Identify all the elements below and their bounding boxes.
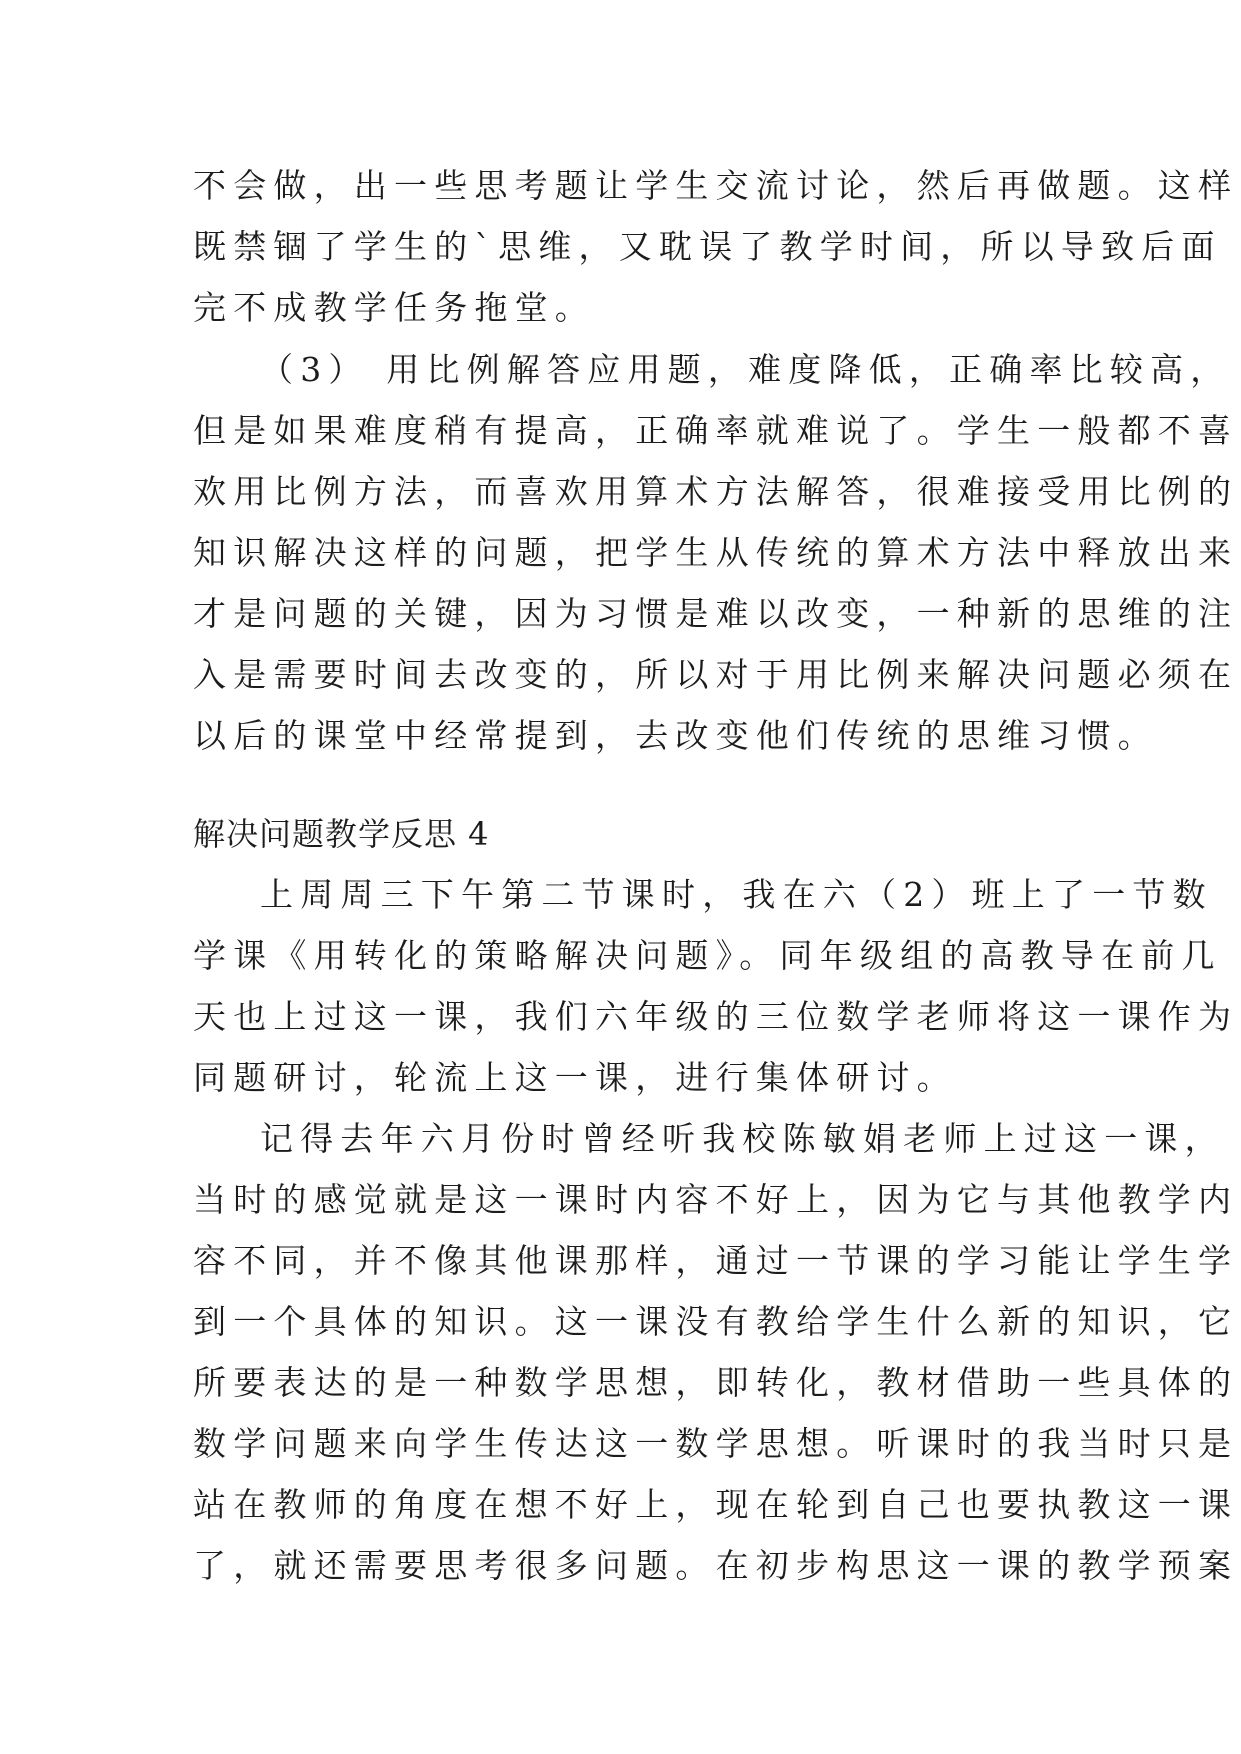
text-line-21: 站在教师的角度在想不好上，现在轮到自己也要执教这一课: [193, 1485, 1239, 1524]
text-line-20: 数学问题来向学生传达这一数学思想。听课时的我当时只是: [193, 1424, 1239, 1463]
text-line-2: 既禁锢了学生的`思维，又耽误了教学时间，所以导致后面: [193, 227, 1222, 266]
text-line-11: 上周周三下午第二节课时，我在六（2）班上了一节数: [260, 875, 1213, 914]
text-line-16: 当时的感觉就是这一课时内容不好上，因为它与其他教学内: [193, 1180, 1239, 1219]
text-line-4: （3） 用比例解答应用题，难度降低，正确率比较高，: [260, 350, 1231, 389]
text-line-18: 到一个具体的知识。这一课没有教给学生什么新的知识，它: [193, 1302, 1239, 1341]
text-line-10: 以后的课堂中经常提到，去改变他们传统的思维习惯。: [193, 716, 1158, 755]
text-line-6: 欢用比例方法，而喜欢用算术方法解答，很难接受用比例的: [193, 472, 1239, 511]
text-line-5: 但是如果难度稍有提高，正确率就难说了。学生一般都不喜: [193, 411, 1239, 450]
text-line-7: 知识解决这样的问题，把学生从传统的算术方法中释放出来: [193, 533, 1239, 572]
text-line-1: 不会做，出一些思考题让学生交流讨论，然后再做题。这样: [193, 166, 1239, 205]
text-line-3: 完不成教学任务拖堂。: [193, 288, 595, 327]
text-line-8: 才是问题的关键，因为习惯是难以改变，一种新的思维的注: [193, 594, 1239, 633]
section-heading: 解决问题教学反思 4: [193, 815, 490, 853]
text-line-22: 了，就还需要思考很多问题。在初步构思这一课的教学预案: [193, 1546, 1239, 1585]
text-line-19: 所要表达的是一种数学思想，即转化，教材借助一些具体的: [193, 1363, 1239, 1402]
text-line-13: 天也上过这一课，我们六年级的三位数学老师将这一课作为: [193, 997, 1239, 1036]
text-line-17: 容不同，并不像其他课那样，通过一节课的学习能让学生学: [193, 1241, 1239, 1280]
text-line-14: 同题研讨，轮流上这一课，进行集体研讨。: [193, 1058, 957, 1097]
text-line-12: 学课《用转化的策略解决问题》。同年级组的高教导在前几: [193, 936, 1222, 975]
text-line-15: 记得去年六月份时曾经听我校陈敏娟老师上过这一课，: [260, 1119, 1225, 1158]
text-line-9: 入是需要时间去改变的，所以对于用比例来解决问题必须在: [193, 655, 1239, 694]
